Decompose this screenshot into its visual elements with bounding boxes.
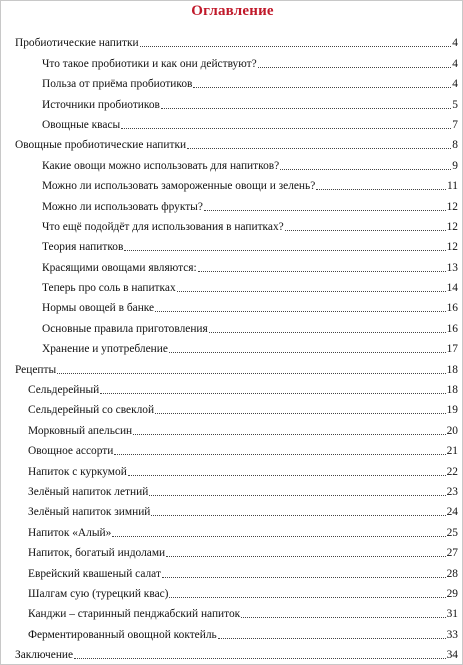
toc-entry-label: Можно ли использовать замороженные овощи и зелень?: [42, 180, 316, 193]
toc-entry[interactable]: [1, 234, 463, 254]
toc-entry[interactable]: [1, 540, 463, 560]
toc-entry[interactable]: [1, 112, 463, 132]
toc-entry-label: Сельдерейный: [28, 384, 100, 397]
dot-leader: [169, 352, 446, 353]
toc-entry-page: 13: [446, 261, 458, 274]
toc-entry-page: 9: [452, 159, 458, 172]
dot-leader: [151, 515, 445, 516]
toc-entry-page: 19: [446, 404, 458, 417]
dot-leader: [155, 413, 446, 414]
toc-entry-label: Канджи – старинный пенджабский напиток: [28, 608, 241, 621]
dot-leader: [112, 536, 445, 537]
toc-entry-page: 5: [452, 98, 458, 111]
toc-entry-page: 16: [446, 302, 458, 315]
toc-entry-label: Хранение и употребление: [42, 343, 168, 356]
toc-entry[interactable]: [1, 152, 463, 172]
toc-entry[interactable]: [1, 91, 463, 111]
toc-entry-page: 12: [446, 200, 458, 213]
dot-leader: [316, 189, 446, 190]
dot-leader: [187, 148, 451, 149]
toc-entry[interactable]: [1, 193, 463, 213]
dot-leader: [155, 311, 446, 312]
dot-leader: [161, 108, 451, 109]
dot-leader: [280, 169, 451, 170]
toc-entry-page: 4: [452, 57, 458, 70]
dot-leader: [57, 373, 445, 374]
toc-entry-page: 23: [446, 485, 458, 498]
toc-entry-label: Зелёный напиток летний: [28, 485, 149, 498]
toc-entry[interactable]: [1, 642, 463, 662]
dot-leader: [204, 210, 446, 211]
dot-leader: [241, 617, 445, 618]
toc-entry[interactable]: [1, 356, 463, 376]
toc-entry-page: 28: [446, 567, 458, 580]
dot-leader: [149, 495, 445, 496]
toc-entry-page: 12: [446, 241, 458, 254]
toc-entry-label: Источники пробиотиков: [42, 98, 160, 111]
toc-entry-label: Овощные квасы: [42, 118, 121, 131]
toc-entry-page: 25: [446, 526, 458, 539]
toc-entry[interactable]: [1, 275, 463, 295]
toc-entry-label: Еврейский квашеный салат: [28, 567, 161, 580]
dot-leader: [74, 658, 446, 659]
toc-entry-label: Нормы овощей в банке: [42, 302, 155, 315]
toc-entry-page: 17: [446, 343, 458, 356]
toc-entry[interactable]: [1, 214, 463, 234]
toc-entry[interactable]: [1, 519, 463, 539]
toc-entry[interactable]: [1, 315, 463, 335]
toc-entry[interactable]: [1, 601, 463, 621]
dot-leader: [121, 128, 451, 129]
toc-entry-label: Заключение: [15, 649, 74, 662]
toc-entry-page: 4: [452, 78, 458, 91]
table-of-contents: [1, 30, 463, 662]
toc-entry-label: Ферментированный овощной коктейль: [28, 628, 217, 641]
toc-entry-label: Какие овощи можно использовать для напитков?: [42, 159, 280, 172]
toc-entry-page: 34: [446, 649, 458, 662]
toc-entry[interactable]: [1, 295, 463, 315]
toc-entry-page: 33: [446, 628, 458, 641]
toc-entry-page: 22: [446, 465, 458, 478]
toc-entry-page: 29: [446, 587, 458, 600]
toc-entry-page: 27: [446, 547, 458, 560]
toc-entry-label: Можно ли использовать фрукты?: [42, 200, 203, 213]
toc-entry-label: Шалгам сую (турецкий квас): [28, 587, 169, 600]
toc-entry-page: 24: [446, 506, 458, 519]
toc-entry-label: Сельдерейный со свеклой: [28, 404, 155, 417]
dot-leader: [128, 475, 446, 476]
toc-entry-label: Пробиотические напитки: [15, 37, 139, 50]
dot-leader: [100, 393, 445, 394]
dot-leader: [114, 454, 445, 455]
toc-entry[interactable]: [1, 30, 463, 50]
toc-entry[interactable]: [1, 499, 463, 519]
toc-entry[interactable]: [1, 132, 463, 152]
toc-entry-label: Напиток с куркумой: [28, 465, 127, 478]
toc-entry-label: Овощное ассорти: [28, 445, 114, 458]
toc-entry-page: 11: [447, 180, 458, 193]
dot-leader: [133, 434, 445, 435]
toc-entry-label: Рецепты: [15, 363, 57, 376]
toc-entry-label: Польза от приёма пробиотиков: [42, 78, 193, 91]
toc-entry[interactable]: [1, 377, 463, 397]
toc-entry[interactable]: [1, 50, 463, 70]
toc-entry-label: Теория напитков: [42, 241, 124, 254]
toc-entry[interactable]: [1, 560, 463, 580]
toc-entry-page: 7: [452, 118, 458, 131]
toc-heading: Оглавление: [191, 3, 274, 19]
toc-entry-page: 4: [452, 37, 458, 50]
toc-entry[interactable]: [1, 417, 463, 437]
dot-leader: [285, 230, 446, 231]
dot-leader: [209, 332, 446, 333]
toc-entry[interactable]: [1, 254, 463, 274]
toc-entry-page: 20: [446, 424, 458, 437]
toc-entry-page: 18: [446, 384, 458, 397]
dot-leader: [169, 597, 445, 598]
toc-entry-page: 16: [446, 322, 458, 335]
toc-entry-label: Теперь про соль в напитках: [42, 282, 176, 295]
toc-entry[interactable]: [1, 438, 463, 458]
toc-entry-label: Что такое пробиотики и как они действуют?: [42, 57, 257, 70]
dot-leader: [198, 271, 446, 272]
dot-leader: [258, 67, 452, 68]
toc-entry-page: 31: [446, 608, 458, 621]
toc-entry-label: Напиток, богатый индолами: [28, 547, 166, 560]
toc-entry-label: Что ещё подойдёт для использования в напитках?: [42, 220, 284, 233]
toc-entry-page: 18: [446, 363, 458, 376]
toc-entry-label: Основные правила приготовления: [42, 322, 208, 335]
dot-leader: [140, 46, 452, 47]
toc-entry-page: 14: [446, 282, 458, 295]
toc-entry[interactable]: [1, 397, 463, 417]
toc-entry-page: 21: [446, 445, 458, 458]
toc-entry-label: Напиток «Алый»: [28, 526, 112, 539]
toc-entry-label: Морковный апельсин: [28, 424, 133, 437]
toc-entry[interactable]: [1, 479, 463, 499]
toc-entry-page: 8: [452, 139, 458, 152]
toc-entry[interactable]: [1, 336, 463, 356]
dot-leader: [177, 291, 446, 292]
toc-entry-label: Зелёный напиток зимний: [28, 506, 151, 519]
toc-entry[interactable]: [1, 621, 463, 641]
dot-leader: [193, 87, 451, 88]
toc-entry-page: 12: [446, 220, 458, 233]
dot-leader: [218, 638, 446, 639]
dot-leader: [124, 250, 445, 251]
toc-entry[interactable]: [1, 71, 463, 91]
toc-entry-label: Красящими овощами являются:: [42, 261, 197, 274]
toc-entry[interactable]: [1, 458, 463, 478]
toc-entry-label: Овощные пробиотические напитки: [15, 139, 187, 152]
toc-entry[interactable]: [1, 173, 463, 193]
toc-entry[interactable]: [1, 581, 463, 601]
dot-leader: [162, 577, 446, 578]
dot-leader: [166, 556, 445, 557]
